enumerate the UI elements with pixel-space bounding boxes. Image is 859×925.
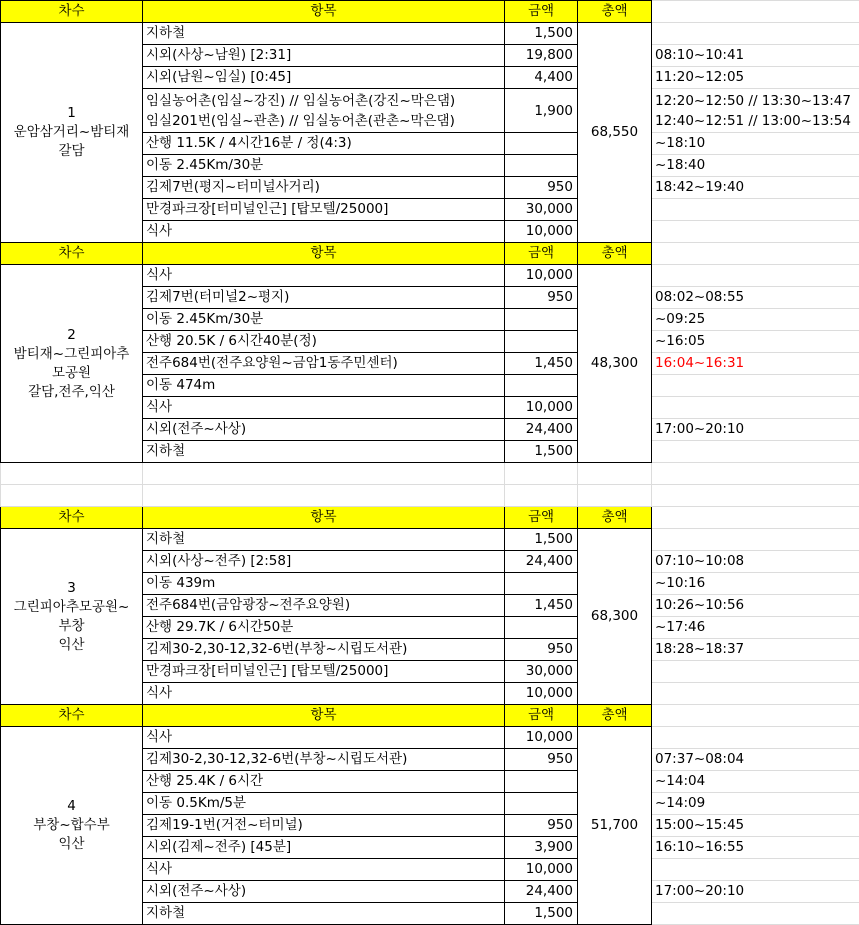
- item-cell[interactable]: 이동 439m: [143, 573, 505, 595]
- empty-cell[interactable]: [505, 485, 578, 507]
- item-cell[interactable]: 이동 0.5Km/5분: [143, 793, 505, 815]
- total-cell[interactable]: 68,300: [578, 529, 652, 705]
- item-cell[interactable]: 전주684번(전주요양원~금암1동주민센터): [143, 353, 505, 375]
- round-line: 부창: [58, 617, 85, 634]
- item-cell[interactable]: 산행 11.5K / 4시간16분 / 정(4:3): [143, 133, 505, 155]
- table-row: [1, 529, 859, 551]
- round-line: 익산: [58, 636, 85, 653]
- amount-cell[interactable]: 10,000: [505, 265, 578, 287]
- round-cell[interactable]: [1, 23, 143, 243]
- empty-cell[interactable]: [143, 463, 505, 485]
- round-line: 갈담: [58, 143, 85, 159]
- header-time-blank[interactable]: [652, 1, 859, 23]
- header-round[interactable]: 차수: [1, 243, 143, 265]
- empty-cell[interactable]: [1, 463, 143, 485]
- amount-cell[interactable]: [505, 133, 578, 155]
- item-cell[interactable]: 산행 25.4K / 6시간: [143, 771, 505, 793]
- time-cell[interactable]: [652, 529, 859, 551]
- empty-row: [1, 463, 859, 485]
- header-row: [1, 1, 859, 23]
- header-time-blank[interactable]: [652, 705, 859, 727]
- time-cell[interactable]: [652, 265, 859, 287]
- time-cell[interactable]: 07:37~08:04: [652, 749, 859, 771]
- amount-cell[interactable]: 950: [505, 639, 578, 661]
- header-amount[interactable]: 금액: [505, 243, 578, 265]
- total-cell[interactable]: 68,550: [578, 23, 652, 243]
- empty-cell[interactable]: [652, 485, 859, 507]
- item-cell[interactable]: 시외(사상~전주) [2:58]: [143, 551, 505, 573]
- amount-cell[interactable]: 10,000: [505, 727, 578, 749]
- item-cell[interactable]: 지하철: [143, 23, 505, 45]
- header-row: [1, 243, 859, 265]
- round-line: 밤티재~그린피아추: [13, 345, 130, 362]
- item-cell[interactable]: 김제19-1번(거전~터미널): [143, 815, 505, 837]
- header-round[interactable]: 차수: [1, 507, 143, 529]
- item-cell[interactable]: 식사: [143, 397, 505, 419]
- item-cell[interactable]: 이동 2.45Km/30분: [143, 155, 505, 177]
- round-line: 부창~합수부: [33, 817, 110, 833]
- amount-cell[interactable]: [505, 617, 578, 639]
- time-cell[interactable]: ~17:46: [652, 617, 859, 639]
- header-row: [1, 507, 859, 529]
- empty-cell[interactable]: [652, 463, 859, 485]
- header-total[interactable]: 총액: [578, 507, 652, 529]
- header-amount[interactable]: 금액: [505, 705, 578, 727]
- item-cell[interactable]: 시외(김제~전주) [45분]: [143, 837, 505, 859]
- round-cell[interactable]: [1, 265, 143, 463]
- round-line: 4: [67, 798, 76, 814]
- empty-row: [1, 485, 859, 507]
- amount-cell[interactable]: 1,500: [505, 903, 578, 925]
- item-cell[interactable]: 만경파크장[터미널인근] [탑모텔/25000]: [143, 661, 505, 683]
- amount-cell[interactable]: 950: [505, 815, 578, 837]
- time-cell[interactable]: ~16:05: [652, 331, 859, 353]
- time-cell[interactable]: 17:00~20:10: [652, 881, 859, 903]
- time-line: 12:20~12:50 // 13:30~13:47: [655, 92, 851, 109]
- time-cell[interactable]: [652, 903, 859, 925]
- amount-cell[interactable]: 950: [505, 287, 578, 309]
- amount-cell[interactable]: [505, 155, 578, 177]
- time-cell[interactable]: ~14:09: [652, 793, 859, 815]
- time-cell[interactable]: ~10:16: [652, 573, 859, 595]
- item-cell[interactable]: 시외(남원~임실) [0:45]: [143, 67, 505, 89]
- amount-cell[interactable]: 10,000: [505, 683, 578, 705]
- amount-cell[interactable]: 1,450: [505, 353, 578, 375]
- empty-cell[interactable]: [578, 485, 652, 507]
- header-time-blank[interactable]: [652, 507, 859, 529]
- header-item[interactable]: 항목: [143, 243, 505, 265]
- item-cell[interactable]: 식사: [143, 683, 505, 705]
- header-time-blank[interactable]: [652, 243, 859, 265]
- time-cell[interactable]: [652, 199, 859, 221]
- total-cell[interactable]: 48,300: [578, 265, 652, 463]
- amount-cell[interactable]: 1,500: [505, 23, 578, 45]
- item-cell[interactable]: 만경파크장[터미널인근] [탑모텔/25000]: [143, 199, 505, 221]
- amount-cell[interactable]: 1,500: [505, 441, 578, 463]
- header-total[interactable]: 총액: [578, 243, 652, 265]
- time-cell[interactable]: [652, 397, 859, 419]
- item-cell[interactable]: 지하철: [143, 903, 505, 925]
- time-cell[interactable]: 15:00~15:45: [652, 815, 859, 837]
- time-cell[interactable]: [652, 89, 859, 133]
- amount-cell[interactable]: [505, 375, 578, 397]
- amount-cell[interactable]: 10,000: [505, 397, 578, 419]
- amount-cell[interactable]: [505, 793, 578, 815]
- time-cell[interactable]: 10:26~10:56: [652, 595, 859, 617]
- amount-cell[interactable]: 950: [505, 749, 578, 771]
- item-cell[interactable]: 시외(전주~사상): [143, 419, 505, 441]
- item-cell[interactable]: 김제7번(터미널2~평지): [143, 287, 505, 309]
- amount-cell[interactable]: [505, 331, 578, 353]
- amount-cell[interactable]: 24,400: [505, 881, 578, 903]
- item-cell[interactable]: 전주684번(금암광장~전주요양원): [143, 595, 505, 617]
- item-cell[interactable]: 김제30-2,30-12,32-6번(부창~시립도서관): [143, 639, 505, 661]
- round-line: 3: [67, 579, 76, 596]
- item-cell[interactable]: [143, 89, 505, 133]
- item-cell[interactable]: 지하철: [143, 529, 505, 551]
- amount-cell[interactable]: 1,900: [505, 89, 578, 133]
- round-line: 그린피아추모공원~: [13, 598, 130, 615]
- round-line: 익산: [58, 836, 85, 852]
- amount-cell[interactable]: 30,000: [505, 661, 578, 683]
- time-cell[interactable]: 08:10~10:41: [652, 45, 859, 67]
- amount-cell[interactable]: [505, 573, 578, 595]
- item-cell[interactable]: 산행 20.5K / 6시간40분(정): [143, 331, 505, 353]
- round-line: 운암삼거리~밤티재: [13, 124, 130, 140]
- time-cell[interactable]: 18:42~19:40: [652, 177, 859, 199]
- time-cell[interactable]: ~09:25: [652, 309, 859, 331]
- item-line: 임실201번(임실~관촌) // 임실농어촌(관촌~막은댐): [146, 112, 455, 129]
- header-total[interactable]: 총액: [578, 705, 652, 727]
- header-item[interactable]: 항목: [143, 507, 505, 529]
- time-line: 12:40~12:51 // 13:00~13:54: [655, 112, 851, 129]
- round-cell[interactable]: [1, 529, 143, 705]
- time-cell[interactable]: [652, 23, 859, 45]
- item-cell[interactable]: 이동 2.45Km/30분: [143, 309, 505, 331]
- header-amount[interactable]: 금액: [505, 507, 578, 529]
- item-cell[interactable]: 식사: [143, 859, 505, 881]
- time-cell[interactable]: [652, 683, 859, 705]
- round-line: 모공원: [51, 364, 92, 381]
- item-cell[interactable]: 식사: [143, 265, 505, 287]
- empty-cell[interactable]: [505, 463, 578, 485]
- time-cell[interactable]: [652, 221, 859, 243]
- time-cell[interactable]: 07:10~10:08: [652, 551, 859, 573]
- time-cell[interactable]: [652, 727, 859, 749]
- item-cell[interactable]: 지하철: [143, 441, 505, 463]
- item-cell[interactable]: 김제30-2,30-12,32-6번(부창~시립도서관): [143, 749, 505, 771]
- time-cell[interactable]: ~18:10: [652, 133, 859, 155]
- table-row: [1, 265, 859, 287]
- time-cell[interactable]: ~14:04: [652, 771, 859, 793]
- time-cell[interactable]: 11:20~12:05: [652, 67, 859, 89]
- amount-cell[interactable]: [505, 771, 578, 793]
- time-cell[interactable]: [652, 441, 859, 463]
- item-cell[interactable]: 식사: [143, 727, 505, 749]
- time-cell[interactable]: 18:28~18:37: [652, 639, 859, 661]
- round-line: 2: [67, 326, 76, 343]
- item-cell[interactable]: 시외(전주~사상): [143, 881, 505, 903]
- item-cell[interactable]: 식사: [143, 221, 505, 243]
- header-row: [1, 705, 859, 727]
- header-item[interactable]: 항목: [143, 705, 505, 727]
- amount-cell[interactable]: 950: [505, 177, 578, 199]
- table-row: [1, 23, 859, 45]
- round-cell[interactable]: [1, 727, 143, 925]
- header-amount[interactable]: 금액: [505, 1, 578, 23]
- amount-cell[interactable]: 30,000: [505, 199, 578, 221]
- amount-cell[interactable]: 24,400: [505, 419, 578, 441]
- amount-cell[interactable]: 10,000: [505, 221, 578, 243]
- empty-cell[interactable]: [1, 485, 143, 507]
- header-round[interactable]: 차수: [1, 705, 143, 727]
- round-line: 갈담,전주,익산: [28, 383, 115, 400]
- time-cell[interactable]: ~18:40: [652, 155, 859, 177]
- empty-cell[interactable]: [578, 463, 652, 485]
- item-cell[interactable]: 이동 474m: [143, 375, 505, 397]
- amount-cell[interactable]: [505, 309, 578, 331]
- time-cell[interactable]: 16:10~16:55: [652, 837, 859, 859]
- amount-cell[interactable]: 3,900: [505, 837, 578, 859]
- table-row: [1, 727, 859, 749]
- empty-cell[interactable]: [143, 485, 505, 507]
- time-cell[interactable]: 16:04~16:31: [652, 353, 859, 375]
- item-cell[interactable]: 시외(사상~남원) [2:31]: [143, 45, 505, 67]
- header-total[interactable]: 총액: [578, 1, 652, 23]
- time-cell[interactable]: 17:00~20:10: [652, 419, 859, 441]
- time-cell[interactable]: 08:02~08:55: [652, 287, 859, 309]
- round-line: 1: [67, 105, 76, 121]
- time-cell[interactable]: [652, 661, 859, 683]
- time-cell[interactable]: [652, 375, 859, 397]
- item-cell[interactable]: 산행 29.7K / 6시간50분: [143, 617, 505, 639]
- amount-cell[interactable]: 19,800: [505, 45, 578, 67]
- header-item[interactable]: 항목: [143, 1, 505, 23]
- amount-cell[interactable]: 4,400: [505, 67, 578, 89]
- amount-cell[interactable]: 10,000: [505, 859, 578, 881]
- time-cell[interactable]: [652, 859, 859, 881]
- item-line: 임실농어촌(임실~강진) // 임실농어촌(강진~막은댐): [146, 92, 456, 109]
- amount-cell[interactable]: 1,450: [505, 595, 578, 617]
- total-cell[interactable]: 51,700: [578, 727, 652, 925]
- amount-cell[interactable]: 24,400: [505, 551, 578, 573]
- item-cell[interactable]: 김제7번(평지~터미널사거리): [143, 177, 505, 199]
- header-round[interactable]: 차수: [1, 1, 143, 23]
- amount-cell[interactable]: 1,500: [505, 529, 578, 551]
